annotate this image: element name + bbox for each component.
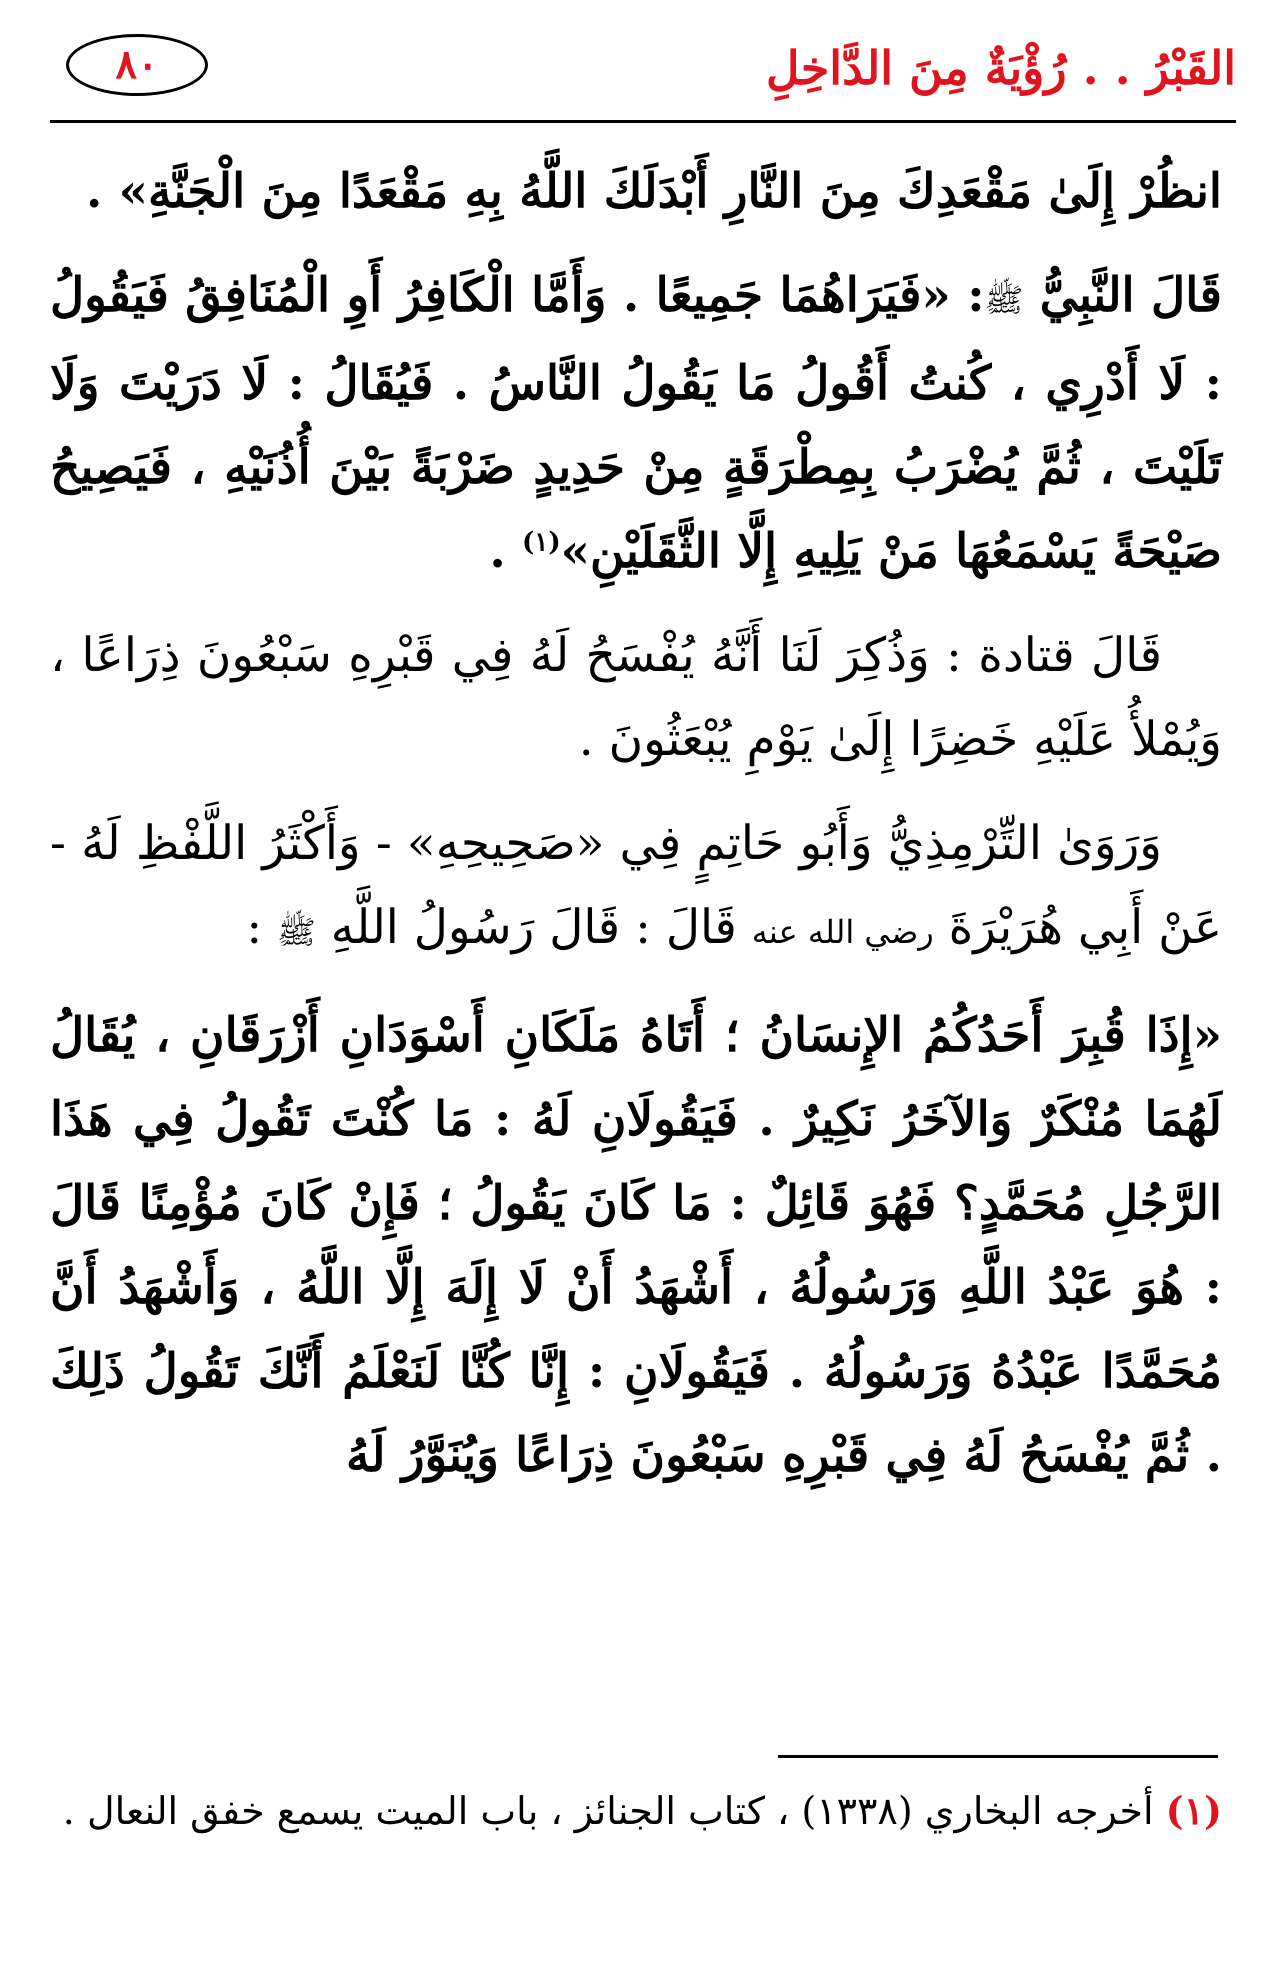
header-divider — [50, 120, 1236, 123]
paragraph-text: «إِذَا قُبِرَ أَحَدُكُمُ الإِنسَانُ ؛ أَتَاهُ مَلَكَانِ أَسْوَدَانِ أَزْرَقَانِ ، يُقَالُ لَهُمَا مُنْكَرٌ وَالآخَرُ نَكِيرٌ . فَيَقُولَانِ لَهُ : مَا كُنْتَ تَقُولُ فِي هَذَا الرَّجُلِ مُحَمَّدٍ؟ فَهُوَ قَائِلٌ : مَا كَانَ يَقُولُ ؛ فَإِنْ كَانَ مُؤْمِنًا قَالَ : هُوَ عَبْدُ اللَّهِ وَرَسُولُهُ ، أَشْهَدُ أَنْ لَا إِلَهَ إِلَّا اللَّهُ ، وَأَشْهَدُ أَنَّ مُحَمَّدًا عَبْدُهُ وَرَسُولُهُ . فَيَقُولَانِ : إِنَّا كُنَّا لَنَعْلَمُ أَنَّكَ تَقُولُ ذَلِكَ . ثُمَّ يُفْسَحُ لَهُ فِي قَبْرِهِ سَبْعُونَ ذِرَاعًا وَيُنَوَّرُ لَهُ — [50, 1008, 1222, 1483]
running-title: القَبْرُ . . رُؤْيَةٌ مِنَ الدَّاخِلِ — [766, 41, 1236, 95]
honorific-glyph: ﷺ — [984, 281, 1024, 319]
honorific-glyph: ﷺ — [277, 913, 316, 951]
paragraph-1 — [50, 150, 1222, 234]
paragraph-5 — [50, 994, 1222, 1498]
paragraph-text: قَالَ النَّبِيُّ — [1023, 268, 1222, 323]
footnote-divider — [778, 1755, 1218, 1758]
paragraph-text: انظُرْ إِلَىٰ مَقْعَدِكَ مِنَ النَّارِ أَبْدَلَكَ اللَّهُ بِهِ مَقْعَدًا مِنَ الْجَنَّةِ» . — [85, 164, 1222, 219]
paragraph-2 — [50, 254, 1222, 594]
page-number-badge — [66, 34, 208, 96]
page-header — [50, 28, 1236, 124]
paragraph-3 — [50, 614, 1222, 782]
paragraph-text: . — [489, 524, 523, 579]
paragraph-text: قَالَ قتادة : وَذُكِرَ لَنَا أَنَّهُ يُفْسَحُ لَهُ فِي قَبْرِهِ سَبْعُونَ ذِرَاعًا ، وَيُمْلأُ عَلَيْهِ خَضِرًا إِلَىٰ يَوْمِ يُبْعَثُونَ . — [50, 628, 1222, 767]
footnote-text: أخرجه البخاري (١٣٣٨) ، كتاب الجنائز ، باب الميت يسمع خفق النعال . — [62, 1789, 1154, 1833]
page-number: ٨٠ — [115, 41, 159, 88]
footnote-1 — [50, 1775, 1222, 1847]
honorific-glyph: رضي الله عنه — [751, 913, 934, 951]
footnote-reference[interactable]: (١) — [522, 527, 561, 558]
footnote-number: (١) — [1165, 1788, 1222, 1833]
footnotes — [50, 1775, 1222, 1847]
paragraph-text: وَرَوَىٰ التِّرْمِذِيُّ وَأَبُو حَاتِمٍ فِي «صَحِيحِهِ» - وَأَكْثَرُ اللَّفْظِ لَهُ - عَنْ أَبِي هُرَيْرَةَ — [50, 816, 1222, 955]
paragraph-text: قَالَ : قَالَ رَسُولُ اللَّهِ — [315, 900, 752, 955]
paragraph-4 — [50, 802, 1222, 974]
main-text — [50, 150, 1222, 1518]
paragraph-text: : — [246, 900, 278, 955]
paragraph-text: : «فَيَرَاهُمَا جَمِيعًا . وَأَمَّا الْكَافِرُ أَوِ الْمُنَافِقُ فَيَقُولُ : لَا أَدْرِي ، كُنتُ أَقُولُ مَا يَقُولُ النَّاسُ . فَيُقَالُ : لَا دَرَيْتَ وَلَا تَلَيْتَ ، ثُمَّ يُضْرَبُ بِمِطْرَقَةٍ مِنْ حَدِيدٍ ضَرْبَةً بَيْنَ أُذُنَيْهِ ، فَيَصِيحُ صَيْحَةً يَسْمَعُهَا مَنْ يَلِيهِ إِلَّا الثَّقَلَيْنِ» — [50, 268, 1222, 579]
